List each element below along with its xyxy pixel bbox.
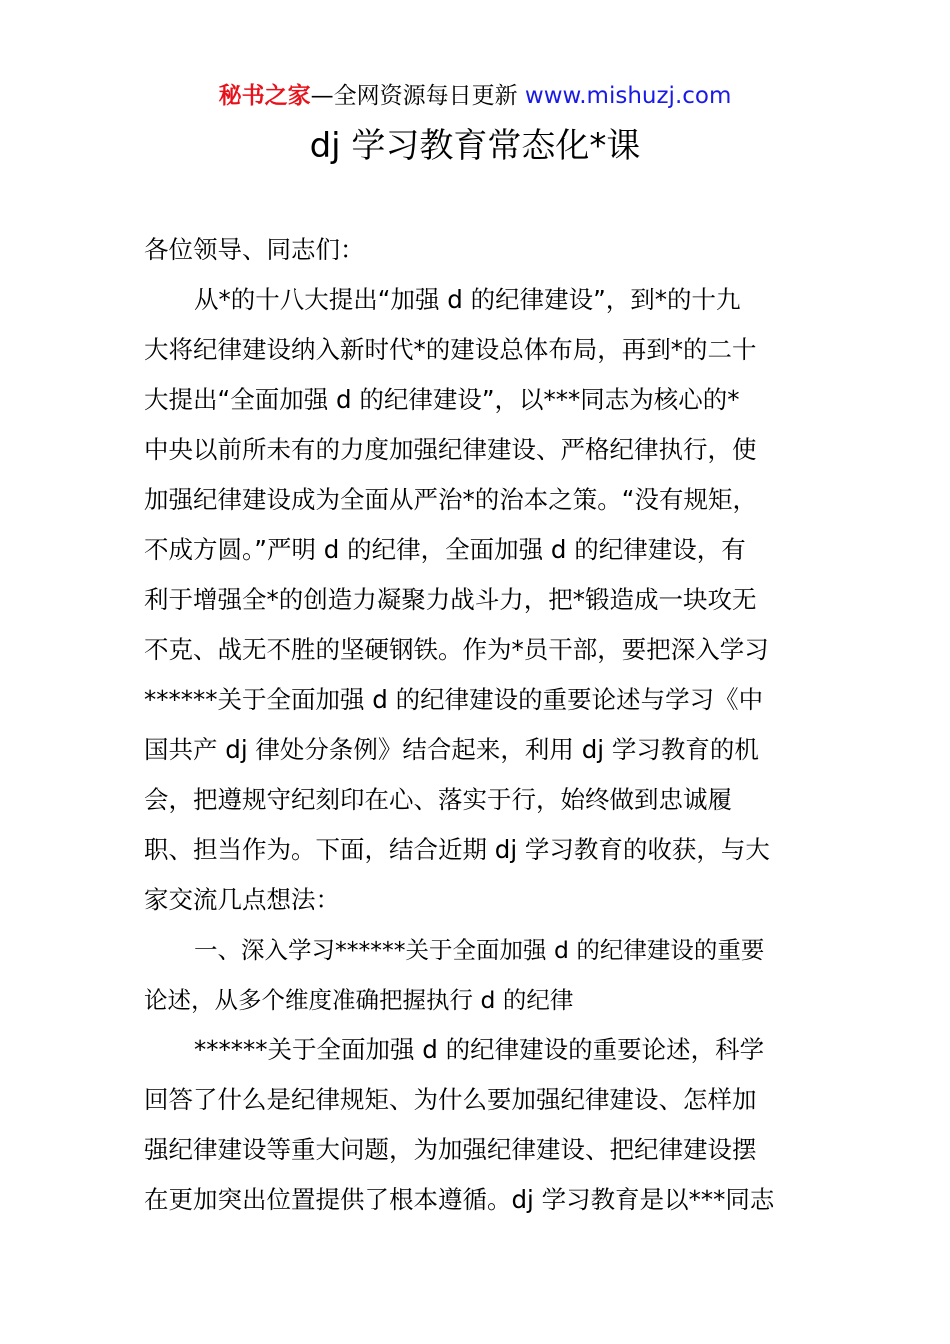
site-url-link[interactable]: www.mishuzj.com <box>524 83 732 109</box>
paragraph-line: 大将纪律建设纳入新时代*的建设总体布局，再到*的二十 <box>144 335 757 364</box>
paragraph-line: 回答了什么是纪律规矩、为什么要加强纪律建设、怎样加 <box>144 1085 757 1114</box>
salutation-line: 各位领导、同志们： <box>144 235 365 264</box>
site-header <box>0 80 950 112</box>
paragraph-line: 家交流几点想法： <box>144 885 340 914</box>
paragraph-line: 强纪律建设等重大问题，为加强纪律建设、把纪律建设摆 <box>144 1135 757 1164</box>
paragraph-line: 大提出“全面加强 d 的纪律建设”，以***同志为核心的* <box>144 385 740 414</box>
site-brand: 秘书之家 <box>218 83 311 109</box>
paragraph-line: 在更加突出位置提供了根本遵循。dj 学习教育是以***同志 <box>144 1185 775 1214</box>
paragraph-line: 加强纪律建设成为全面从严治*的治本之策。“没有规矩， <box>144 485 757 514</box>
paragraph-line: 不成方圆。”严明 d 的纪律，全面加强 d 的纪律建设，有 <box>144 535 746 564</box>
document-body <box>144 225 808 1225</box>
document-title: dj 学习教育常态化*课 <box>309 126 641 166</box>
section-heading-line: 论述，从多个维度准确把握执行 d 的纪律 <box>144 986 574 1014</box>
paragraph-line: ******关于全面加强 d 的纪律建设的重要论述，科学 <box>194 1035 765 1064</box>
section-heading-line: 一、深入学习******关于全面加强 d 的纪律建设的重要 <box>194 936 765 964</box>
paragraph-line: 不克、战无不胜的坚硬钢铁。作为*员干部，要把深入学习 <box>144 635 769 664</box>
paragraph-line: 国共产 dj 律处分条例》结合起来，利用 dj 学习教育的机 <box>144 735 759 764</box>
paragraph-line: 会，把遵规守纪刻印在心、落实于行，始终做到忠诚履 <box>144 785 732 814</box>
paragraph-line: ******关于全面加强 d 的纪律建设的重要论述与学习《中 <box>144 685 764 714</box>
paragraph-line: 利于增强全*的创造力凝聚力战斗力，把*锻造成一块攻无 <box>144 585 757 614</box>
paragraph-line: 从*的十八大提出“加强 d 的纪律建设”，到*的十九 <box>194 285 741 314</box>
paragraph-line: 职、担当作为。下面，结合近期 dj 学习教育的收获，与大 <box>144 835 770 864</box>
paragraph-line: 中央以前所未有的力度加强纪律建设、严格纪律执行，使 <box>144 435 757 464</box>
site-slogan: —全网资源每日更新 <box>310 83 525 109</box>
